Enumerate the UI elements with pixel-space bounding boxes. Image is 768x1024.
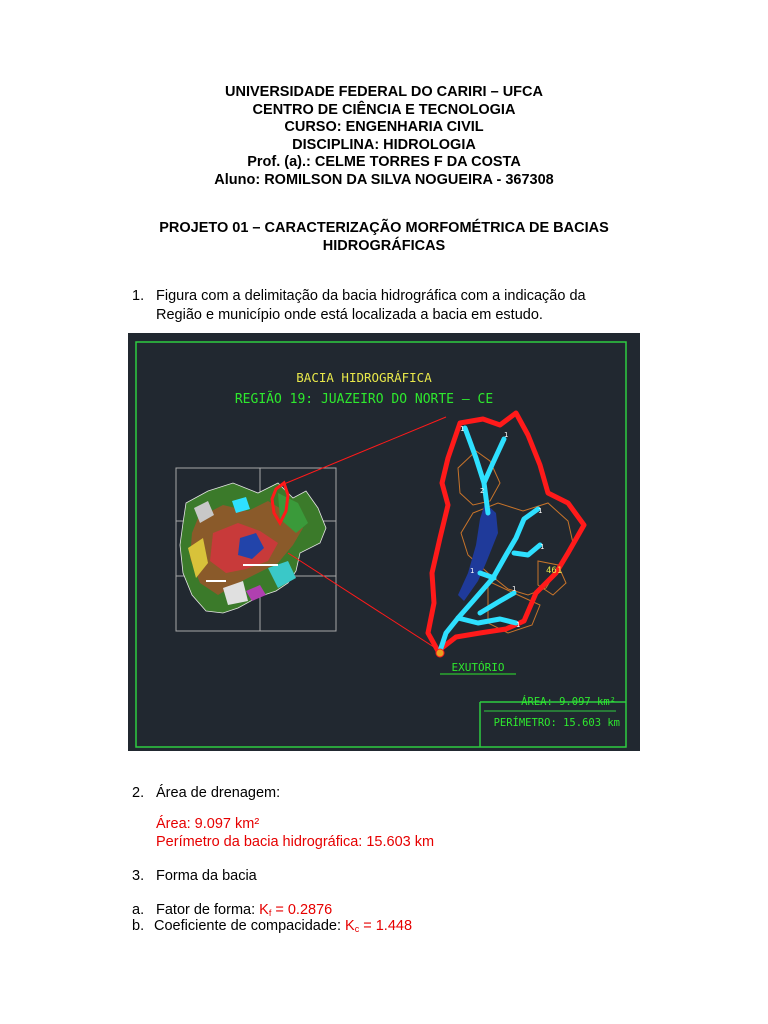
item-2 <box>132 784 652 803</box>
center-name: CENTRO DE CIÊNCIA E TECNOLOGIA <box>252 101 516 118</box>
item-b-number: b. <box>132 918 145 934</box>
perimeter-legend: PERÍMETRO: 15.603 km <box>493 717 620 729</box>
professor-name: Prof. (a).: CELME TORRES F DA COSTA <box>247 154 521 171</box>
svg-text:2: 2 <box>480 487 485 495</box>
project-title-line1: PROJETO 01 – CARACTERIZAÇÃO MORFOMÉTRICA DE BACIAS <box>159 220 609 236</box>
leader-line-top <box>284 417 446 484</box>
compactness-label: Coeficiente de compacidade: <box>154 918 346 934</box>
form-factor-subscript: f <box>268 908 272 918</box>
svg-text:1: 1 <box>460 425 465 433</box>
svg-text:1: 1 <box>540 543 545 551</box>
item-1-line1: Figura com a delimitação da bacia hidrográfica com a indicação da <box>156 288 586 304</box>
document-header <box>0 84 768 190</box>
item-1 <box>132 287 652 325</box>
item-2-label: Área de drenagem: <box>156 785 281 801</box>
discipline-name: DISCIPLINA: HIDROLOGIA <box>292 136 476 153</box>
form-factor-label: Fator de forma: <box>156 902 260 918</box>
svg-text:1: 1 <box>504 431 509 439</box>
form-factor-symbol: K <box>259 902 269 918</box>
project-title-line2: HIDROGRÁFICAS <box>322 238 446 254</box>
region-map <box>180 483 326 613</box>
item-3 <box>132 867 652 886</box>
compactness-number: = 1.448 <box>359 918 413 934</box>
item-3-number: 3. <box>132 868 145 884</box>
perimeter-result: Perímetro da bacia hidrográfica: 15.603 km <box>156 834 435 850</box>
item-2-number: 2. <box>132 785 145 801</box>
svg-text:1: 1 <box>516 621 521 629</box>
area-legend: ÁREA: 9.097 km² <box>521 696 616 708</box>
area-result: Área: 9.097 km² <box>156 816 260 832</box>
compactness-symbol: K <box>345 918 355 934</box>
leader-line-bottom <box>288 553 440 651</box>
project-title <box>0 219 768 255</box>
form-factor-value <box>259 902 332 918</box>
item-3-label: Forma da bacia <box>156 868 257 884</box>
compactness-value <box>345 918 412 934</box>
svg-text:1: 1 <box>470 567 475 575</box>
main-channel <box>458 503 498 601</box>
course-name: CURSO: ENGENHARIA CIVIL <box>284 119 484 136</box>
figure-subtitle: REGIÃO 19: JUAZEIRO DO NORTE – CE <box>234 392 494 407</box>
svg-text:1: 1 <box>512 585 517 593</box>
item-b <box>132 917 652 936</box>
svg-text:1: 1 <box>538 507 543 515</box>
outlet-label: EXUTÓRIO <box>451 661 505 674</box>
university-name: UNIVERSIDADE FEDERAL DO CARIRI – UFCA <box>225 84 543 100</box>
figure-title: BACIA HIDROGRÁFICA <box>296 370 432 385</box>
compactness-subscript: c <box>354 924 360 934</box>
watershed-figure <box>128 333 640 751</box>
item-1-number: 1. <box>132 288 145 304</box>
student-name: Aluno: ROMILSON DA SILVA NOGUEIRA - 367308 <box>214 171 554 188</box>
outlet-point <box>436 649 444 657</box>
item-a-number: a. <box>132 902 145 918</box>
item-1-line2: Região e município onde está localizada a bacia em estudo. <box>156 307 543 323</box>
basin-boundary <box>428 413 584 651</box>
form-factor-number: = 0.2876 <box>271 902 333 918</box>
contour-elevation-label: 461 <box>546 566 563 576</box>
watershed-map <box>128 333 640 751</box>
